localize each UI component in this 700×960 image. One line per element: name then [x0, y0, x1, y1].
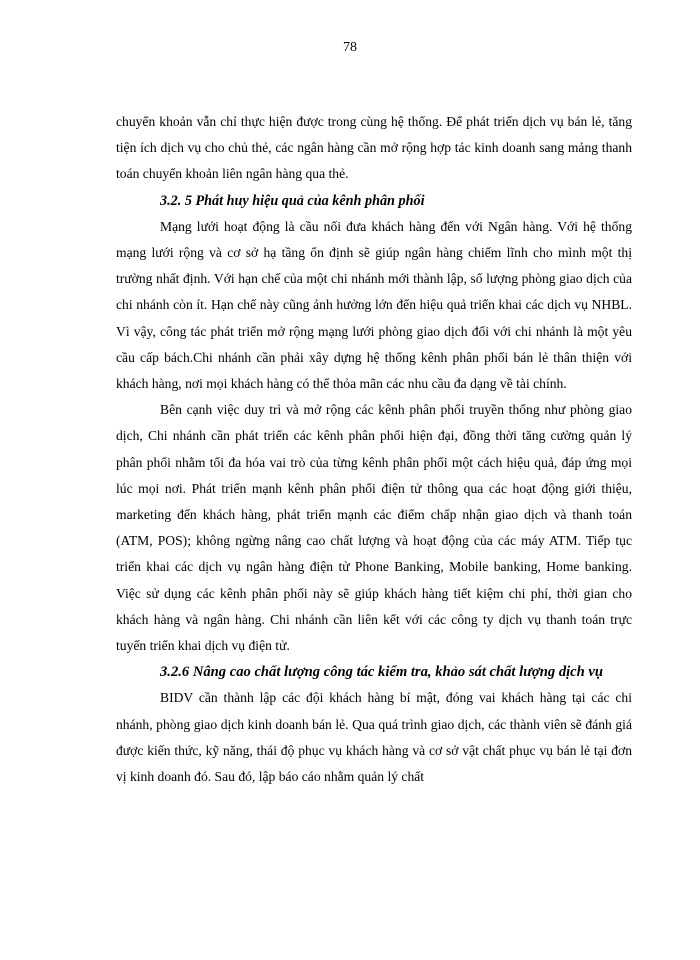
document-body — [116, 109, 632, 790]
paragraph-3-2-5-1: Mạng lưới hoạt động là cầu nối đưa khách hàng đến với Ngân hàng. Với hệ thống mạng lưới rộng và cơ sở hạ tầng ổn định sẽ giúp ngân hàng chiếm lĩnh cho mình một thị trường nhất định. Với hạn chế của một chi nhánh mới thành lập, số lượng phòng giao dịch của chi nhánh còn ít. Hạn chế này cũng ảnh hưởng lớn đến hiệu quả triển khai các dịch vụ NHBL. Vì vậy, công tác phát triển mở rộng mạng lưới phòng giao dịch đối với chi nhánh là một yêu cầu cấp bách.Chi nhánh cần phải xây dựng hệ thống kênh phân phối bán lẻ thân thiện với khách hàng, nơi mọi khách hàng có thể thỏa mãn các nhu cầu đa dạng về tài chính. — [116, 218, 632, 392]
paragraph-3-2-5-2: Bên cạnh việc duy trì và mở rộng các kênh phân phối truyền thống như phòng giao dịch, Chi nhánh cần phát triển các kênh phân phối hiện đại, đồng thời tăng cường quản lý phân phối nhằm tối đa hóa vai trò của từng kênh phân phối một cách hiệu quả, đáp ứng mọi lúc mọi nơi. Phát triển mạnh kênh phân phối điện tử thông qua các hoạt động giới thiệu, marketing đến khách hàng, phát triển mạnh các điểm chấp nhận giao dịch và thanh toán (ATM, POS); không ngừng nâng cao chất lượng và hoạt động của các máy ATM. Tiếp tục triển khai các dịch vụ ngân hàng điện tử Phone Banking, Mobile banking, Home banking. Việc sử dụng các kênh phân phối này sẽ giúp khách hàng tiết kiệm chi phí, thời gian cho khách hàng và ngân hàng. Chi nhánh cần liên kết với các công ty dịch vụ thanh toán trực tuyến triển khai dịch vụ điện tử. — [116, 402, 632, 654]
page-number: 78 — [343, 40, 357, 55]
paragraph-3-2-6-1: BIDV cần thành lập các đội khách hàng bí mật, đóng vai khách hàng tại các chi nhánh, phòng giao dịch kinh doanh bán lẻ. Qua quá trình giao dịch, các thành viên sẽ đánh giá được kiến thức, kỹ năng, thái độ phục vụ khách hàng và cơ sở vật chất phục vụ bán lẻ tại đơn vị kinh doanh đó. Sau đó, lập báo cáo nhằm quản lý chất — [116, 690, 632, 785]
section-heading-3-2-6: 3.2.6 Nâng cao chất lượng công tác kiểm tra, khảo sát chất lượng dịch vụ — [160, 664, 604, 681]
paragraph-continued: chuyển khoản vẫn chỉ thực hiện được trong cùng hệ thống. Để phát triển dịch vụ bán lẻ, tăng tiện ích dịch vụ cho chủ thẻ, các ngân hàng cần mở rộng hợp tác kinh doanh sang mảng thanh toán chuyển khoản liên ngân hàng qua thẻ. — [116, 114, 632, 182]
section-heading-3-2-5: 3.2. 5 Phát huy hiệu quả của kênh phân phối — [160, 192, 425, 209]
